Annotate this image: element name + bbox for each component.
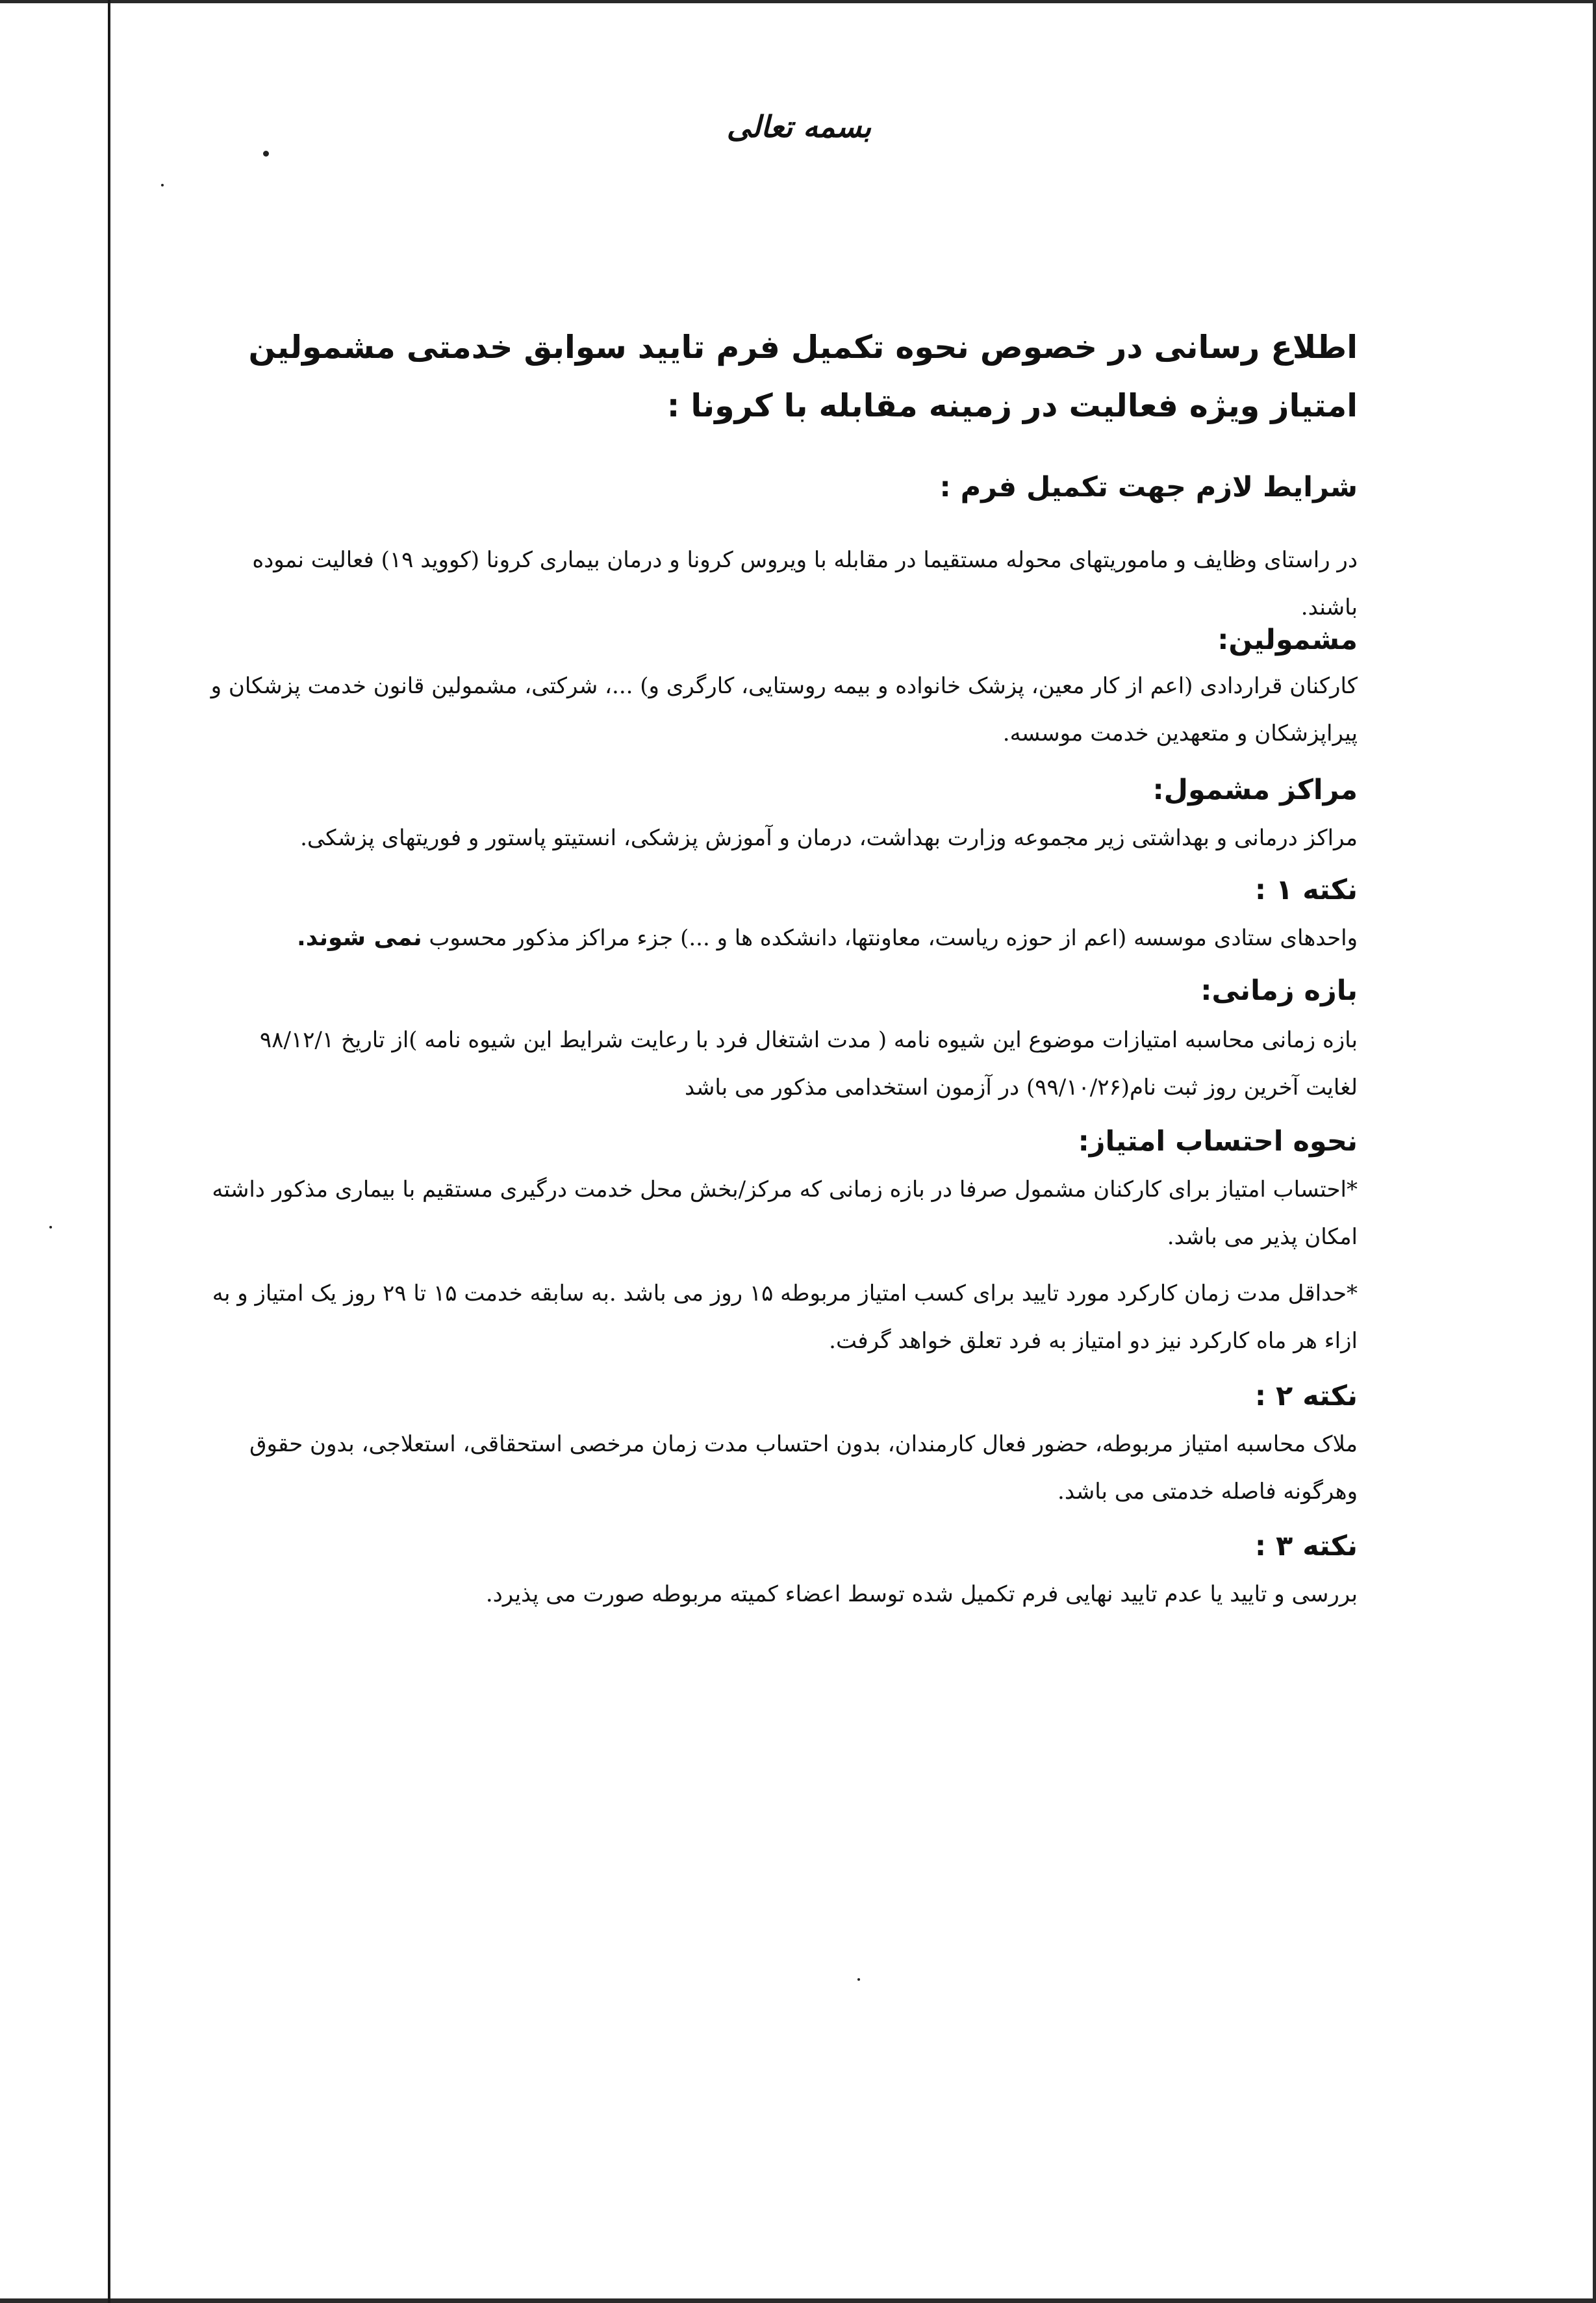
scan-speck: [857, 1978, 860, 1981]
note1-emphasis: نمی شوند.: [297, 924, 422, 951]
invocation-heading: بسمه تعالی: [726, 109, 872, 144]
note1-paragraph: [208, 914, 1358, 962]
period-text: بازه زمانی محاسبه امتیازات موضوع این شیوه نامه ( مدت اشتغال فرد با رعایت شرایط این شیوه نامه )از تاریخ ۹۸/۱۲/۱ لغایت آخرین روز ثبت نام(۹۹/۱۰/۲۶) در آزمون استخدامی مذکور می باشد: [259, 1027, 1358, 1101]
eligible-heading: مشمولین:: [1217, 624, 1358, 656]
note1-heading: نکته ۱ :: [1254, 874, 1358, 906]
scan-top-edge: [0, 0, 1596, 3]
page-margin-line: [108, 0, 110, 2303]
centers-text: مراکز درمانی و بهداشتی زیر مجموعه وزارت بهداشت، درمان و آموزش پزشکی، انستیتو پاستور و فوریتهای پزشکی.: [300, 825, 1358, 851]
note3-text: بررسی و تایید یا عدم تایید نهایی فرم تکمیل شده توسط اعضاء کمیته مربوطه صورت می پذیرد.: [485, 1581, 1358, 1607]
note2-text: ملاک محاسبه امتیاز مربوطه، حضور فعال کارمندان، بدون احتساب مدت زمان مرخصی استحقاقی، استعلاجی، بدون حقوق وهرگونه فاصله خدمتی می باشد.: [249, 1431, 1358, 1505]
scan-bottom-edge: [0, 2298, 1596, 2303]
period-heading: بازه زمانی:: [1200, 974, 1358, 1007]
scan-right-edge: [1593, 0, 1596, 2303]
scoring-item-1: *احتساب امتیاز برای کارکنان مشمول صرفا در بازه زمانی که مرکز/بخش محل خدمت درگیری مستقیم با بیماری مذکور داشته امکان پذیر می باشد.: [212, 1177, 1358, 1250]
note3-heading: نکته ۳ :: [1254, 1530, 1358, 1562]
centers-heading: مراکز مشمول:: [1152, 774, 1358, 806]
scan-speck: [49, 1226, 52, 1228]
document-title: اطلاع رسانی در خصوص نحوه تکمیل فرم تایید سوابق خدمتی مشمولین امتیاز ویژه فعالیت در زمینه مقابله با کرونا :: [248, 329, 1358, 424]
eligible-text: کارکنان قراردادی (اعم از کار معین، پزشک خانواده و بیمه روستایی، کارگری و) ...، شرکتی، مشمولین قانون خدمت پزشکان و پیراپزشکان و متعهدین خدمت موسسه.: [210, 673, 1358, 746]
scoring-item-2: *حداقل مدت زمان کارکرد مورد تایید برای کسب امتیاز مربوطه ۱۵ روز می باشد .به سابقه خدمت ۱۵ تا ۲۹ روز یک امتیاز و به ازاء هر ماه کارکرد نیز دو امتیاز به فرد تعلق خواهد گرفت.: [212, 1280, 1358, 1354]
note2-heading: نکته ۲ :: [1254, 1380, 1358, 1412]
note1-text: واحدهای ستادی موسسه (اعم از حوزه ریاست، معاونتها، دانشکده ها و ...) جزء مراکز مذکور محسوب: [429, 925, 1358, 951]
scan-speck: [263, 151, 269, 157]
conditions-heading: شرایط لازم جهت تکمیل فرم :: [939, 471, 1358, 503]
scan-speck: [161, 184, 164, 186]
scoring-heading: نحوه احتساب امتیاز:: [1078, 1125, 1358, 1158]
conditions-text: در راستای وظایف و ماموریتهای محوله مستقیما در مقابله با ویروس کرونا و درمان بیماری کرونا (کووید ۱۹) فعالیت نموده باشند.: [252, 547, 1358, 620]
